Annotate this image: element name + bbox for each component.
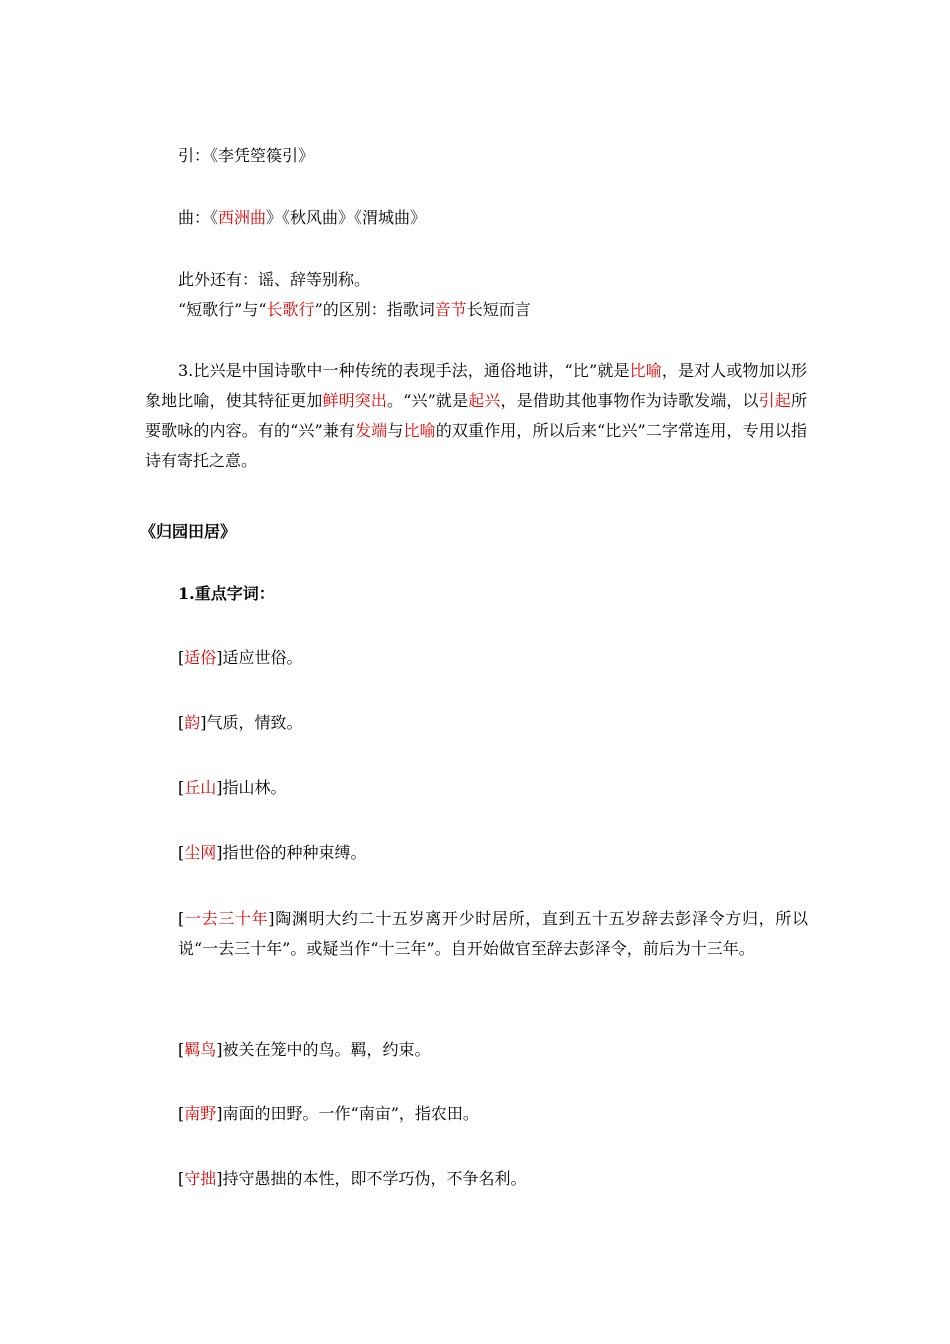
- glossary-definition: 适应世俗。: [222, 648, 303, 667]
- glossary-item: [178, 1040, 431, 1060]
- glossary-bracket-open: [: [178, 713, 185, 732]
- glossary-bracket-close: ]: [216, 1104, 223, 1123]
- glossary-term: 适俗: [184, 648, 217, 667]
- glossary-term: 韵: [184, 713, 201, 732]
- bixing-red-4: 引起: [758, 391, 791, 410]
- bixing-red-3: 起兴: [468, 391, 501, 410]
- glossary-term: 丘山: [184, 778, 217, 797]
- genre-qu-rest: 》《秋风曲》《渭城曲》: [266, 208, 427, 227]
- glossary-bracket-close: ]: [200, 713, 207, 732]
- glossary-bracket-open: [: [178, 1104, 185, 1123]
- glossary-definition: 指山林。: [222, 778, 287, 797]
- genre-yin-line: [178, 146, 314, 166]
- distinction-red2: 音节: [434, 300, 467, 319]
- glossary-definition: 被关在笼中的鸟。羁，约束。: [222, 1040, 431, 1059]
- glossary-term: 南野: [184, 1104, 217, 1123]
- genre-qu-highlight: 西洲曲: [218, 208, 267, 227]
- distinction-part1: “短歌行”与“: [178, 300, 267, 319]
- bixing-red-1: 比喻: [629, 361, 662, 380]
- glossary-bracket-close: ]: [216, 648, 223, 667]
- glossary-bracket-close: ]: [216, 1169, 223, 1188]
- glossary-item: [178, 1104, 479, 1124]
- glossary-bracket-open: [: [178, 1040, 185, 1059]
- genre-qu-line: [178, 208, 426, 228]
- distinction-red1: 长歌行: [266, 300, 315, 319]
- bixing-text-6: 与: [387, 421, 404, 440]
- glossary-bracket-open: [: [178, 648, 185, 667]
- bixing-text-5: 所要歌咏的内容。有的“兴”兼有: [145, 391, 807, 440]
- bixing-red-2: 鲜明突出: [322, 391, 388, 410]
- glossary-term: 羁鸟: [184, 1040, 217, 1059]
- glossary-term: 尘网: [184, 843, 217, 862]
- genre-other-line: 此外还有：谣、辞等别称。: [178, 270, 371, 289]
- glossary-item: [178, 778, 287, 798]
- glossary-bracket-open: [: [178, 909, 185, 928]
- glossary-bracket-close: ]: [268, 909, 275, 928]
- glossary-item: [178, 713, 303, 733]
- distinction-part3: 长短而言: [466, 300, 531, 319]
- glossary-item: [178, 648, 303, 668]
- glossary-term: 一去三十年: [184, 909, 269, 928]
- genre-distinction-line: [178, 300, 531, 320]
- glossary-definition: 气质，情致。: [206, 713, 303, 732]
- distinction-part2: ”的区别：指歌词: [314, 300, 435, 319]
- bixing-text-2: ，是对人或物加以形象地比喻，使其特征更加: [145, 361, 807, 410]
- glossary-item: [178, 904, 808, 964]
- glossary-item: [178, 1169, 527, 1189]
- glossary-bracket-open: [: [178, 843, 185, 862]
- section-heading: 1.重点字词：: [178, 584, 275, 603]
- glossary-bracket-open: [: [178, 1169, 185, 1188]
- glossary-definition: 持守愚拙的本性，即不学巧伪，不争名利。: [222, 1169, 527, 1188]
- bixing-paragraph: [145, 356, 807, 476]
- genre-yin-works: 《李凭箜篌引》: [210, 146, 315, 165]
- genre-qu-open: 《: [210, 208, 219, 227]
- bixing-text-7: 的双重作用，所以后来“比兴”二字常连用，专用以指诗有寄托之意。: [145, 421, 807, 470]
- glossary-bracket-close: ]: [216, 843, 223, 862]
- glossary-bracket-close: ]: [216, 1040, 223, 1059]
- glossary-item: [178, 843, 367, 863]
- bixing-text-3: 。“兴”就是: [387, 391, 469, 410]
- glossary-term: 守拙: [184, 1169, 217, 1188]
- bixing-text-1: 3.比兴是中国诗歌中一种传统的表现手法，通俗地讲，“比”就是: [178, 361, 630, 380]
- glossary-definition: 南面的田野。一作“南亩”，指农田。: [222, 1104, 479, 1123]
- glossary-bracket-open: [: [178, 778, 185, 797]
- bixing-red-5: 发端: [355, 421, 388, 440]
- poem-title: 《归园田居》: [140, 522, 237, 541]
- glossary-bracket-close: ]: [216, 778, 223, 797]
- genre-yin-label: 引：: [178, 146, 211, 165]
- bixing-text-4: ，是借助其他事物作为诗歌发端，以: [500, 391, 759, 410]
- bixing-red-6: 比喻: [403, 421, 436, 440]
- glossary-definition: 陶渊明大约二十五岁离开少时居所，直到五十五岁辞去彭泽令方归，所以说“一去三十年”。或疑当作“十三年”。自开始做官至辞去彭泽令，前后为十三年。: [178, 909, 808, 958]
- glossary-definition: 指世俗的种种束缚。: [222, 843, 367, 862]
- genre-qu-label: 曲：: [178, 208, 211, 227]
